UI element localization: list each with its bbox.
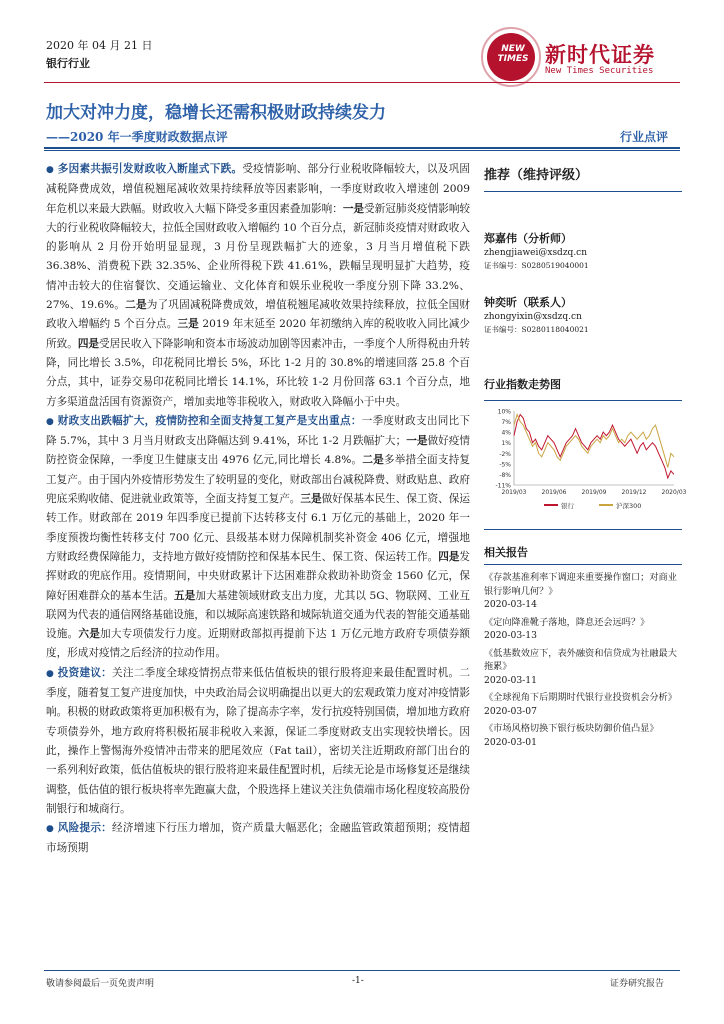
- related-report-title[interactable]: 《定向降准靴子落地，降息还会远吗？》: [484, 616, 650, 628]
- keyword: 三是: [300, 493, 322, 506]
- brand-logo-text: NEW TIMES: [497, 44, 529, 64]
- contact-name: 钟奕昕（联系人）: [484, 296, 572, 309]
- paragraph-text: 发挥财政的兜底作用。疫情期间，中央财政累计下达困难群众救助补助资金 1560 亿元，保障好困难群众的基本生活。: [46, 550, 470, 602]
- bullet-icon: ●: [46, 416, 55, 427]
- paragraph-risk: [46, 819, 470, 859]
- keyword: 四是: [438, 550, 460, 563]
- paragraph-revenue: [46, 160, 470, 412]
- related-report-item[interactable]: [484, 571, 682, 612]
- y-tick-label: 4%: [501, 429, 511, 437]
- keyword: 二是: [125, 299, 147, 312]
- report-type: 行业点评: [620, 130, 669, 144]
- keyword: 二是: [362, 454, 384, 467]
- related-report-title[interactable]: 《低基数效应下，表外融资和信贷成为社融最大拖累》: [484, 647, 677, 672]
- keyword: 四是: [77, 337, 100, 350]
- paragraph-text: 受居民收入下降影响和资本市场波动加剧等因素冲击，一季度个人所得税由升转降，同比增长 3.5%，印花税同比增长 5%，环比 1-2 月的 30.8%的增速回落 25.8 个百分点，其中，证券交易印花税同比增长 14.1%，环比较 1-2 月份回落 63.1 个百分点，地方多渠道盘活国有资源资产，增加卖地等非税收入，财政收入降幅小于中央。: [46, 337, 471, 408]
- x-tick-label: 2020/03: [661, 489, 687, 496]
- bullet-icon: ●: [46, 165, 55, 175]
- paragraph-text: 一季度财政支出同比下降 5.7%，其中 3 月当月财政支出降幅达到 9.41%，环比 1-2 月跌幅扩大；: [46, 414, 471, 448]
- y-tick-label: 1%: [501, 440, 511, 448]
- footer-divider: [44, 970, 680, 971]
- title-divider-thin: [44, 150, 680, 151]
- y-tick-label: -11%: [495, 482, 511, 490]
- paragraph-text: 2019 年末延至 2020 年初缴纳入库的税收收入同比减少所致。: [46, 318, 471, 350]
- rating: 推荐（维持评级）: [484, 168, 589, 183]
- related-report-item[interactable]: [484, 691, 682, 718]
- brand-name-cn: 新时代证券: [545, 43, 655, 67]
- sidebar-divider: [484, 400, 682, 401]
- related-report-date: 2020-03-11: [484, 674, 537, 686]
- bullet-icon: ●: [46, 668, 55, 679]
- sidebar-divider: [484, 191, 682, 192]
- paragraph-text: 做好保基本民生、保工资、保运转工作。财政部在 2019 年四季度已提前下达转移支付 6.1 万亿元的基础上，2020 年一季度预拨均衡性转移支付 700 亿元、县级基本财力保障机制奖补资金 406 亿元，增强地方财政经费保障能力，支持地方做好疫情防控和保基本民生、保工资、保运转工作。: [46, 493, 471, 563]
- paragraph-text: 为了巩固减税降费成效，增值税翘尾减收效果持续释放，拉低全国财政收入增幅约 5 个百分点。: [46, 299, 471, 331]
- related-reports-list: [484, 571, 682, 749]
- header-divider: [44, 82, 680, 83]
- paragraph-text: 经济增速下行压力增加，资产质量大幅恶化；金融监管政策超预期；疫情超市场预期: [46, 822, 471, 855]
- paragraph-lead: 多因素共振引发财政收入断崖式下跌。: [57, 163, 243, 175]
- paragraph-lead: 投资建议：: [57, 666, 113, 679]
- keyword: 一是: [406, 435, 428, 448]
- report-subtitle: ——2020 年一季度财政数据点评: [46, 130, 228, 144]
- x-tick-label: 2019/03: [501, 489, 527, 496]
- related-report-date: 2020-03-14: [484, 599, 537, 610]
- analyst-name: 郑嘉伟（分析师）: [484, 232, 572, 245]
- report-date: 2020 年 04 月 21 日: [46, 39, 153, 52]
- footer-disclaimer[interactable]: 敬请参阅最后一页免责声明: [46, 979, 155, 989]
- related-report-date: 2020-03-13: [484, 630, 537, 641]
- contact-email[interactable]: zhongyixin@xsdzq.cn: [484, 312, 582, 322]
- paragraph-text: 加大专项债发行力度。近期财政部拟再提前下达 1 万亿元地方政府专项债券额度，形成对疫情之后经济的拉动作用。: [46, 628, 471, 660]
- report-body: [46, 160, 470, 859]
- bullet-icon: ●: [46, 824, 55, 835]
- related-report-date: 2020-03-01: [484, 736, 537, 748]
- paragraph-lead: 风险提示：: [57, 822, 113, 835]
- series-line-bank: [514, 415, 674, 479]
- keyword: 五是: [174, 589, 196, 602]
- brand-name-en: New Times Securities: [545, 66, 654, 76]
- keyword: 六是: [78, 628, 101, 641]
- legend-label: 沪深300: [616, 502, 642, 510]
- paragraph-text: 加大基建领域财政支出力度，尤其以 5G、物联网、工业互联网为代表的通信网络基础设施，和以城际高速铁路和城际轨道交通为代表的智能交通基础设施。: [46, 589, 471, 641]
- related-report-item[interactable]: [484, 722, 682, 749]
- paragraph-expenditure: [46, 412, 470, 664]
- paragraph-lead: 财政支出跌幅扩大，疫情防控和全面支持复工复产是支出重点：: [57, 414, 362, 427]
- sidebar-divider: [484, 564, 682, 565]
- report-title: 加大对冲力度，稳增长还需积极财政持续发力: [46, 103, 386, 123]
- contact-cert: 证书编号：S0280118040021: [484, 325, 589, 334]
- x-tick-label: 2019/09: [581, 489, 607, 496]
- related-report-item[interactable]: [484, 616, 682, 643]
- related-report-date: 2020-03-07: [484, 705, 537, 717]
- page-number: -1-: [352, 976, 364, 986]
- related-reports-title: 相关报告: [484, 546, 528, 559]
- related-report-item[interactable]: [484, 647, 682, 688]
- y-tick-label: -5%: [499, 461, 511, 469]
- title-divider: [44, 147, 680, 149]
- keyword: 三是: [177, 318, 199, 331]
- paragraph-text: 受疫情影响、部分行业税收降幅较大，以及巩固减税降费成效，增值税翘尾减收效果持续释放等因素影响，一季度财政收入增速创 2009 年危机以来最大跌幅。财政收入大幅下降受多重因素叠加影响：: [46, 163, 471, 215]
- related-report-title[interactable]: 《存款基准利率下调迎来重要操作窗口；对商业银行影响几何？》: [484, 572, 677, 597]
- paragraph-text: 做好疫情防控资金保障，一季度卫生健康支出 4976 亿元,同比增长 4.8%。: [46, 435, 471, 467]
- analyst-cert: 证书编号：S0280519040001: [484, 261, 589, 270]
- keyword: 一是: [342, 202, 365, 215]
- x-tick-label: 2019/06: [541, 489, 567, 496]
- chart-title: 行业指数走势图: [484, 378, 561, 391]
- paragraph-text: 受新冠肺炎疫情影响较大的行业税收降幅较大，拉低全国财政收入增幅约 10 个百分点，新冠肺炎疫情对财政收入的影响从 2 月份开始明显显现，3 月份呈现跌幅扩大的迹象，3 月当月增值税下跌 36.38%、消费税下跌 32.35%、企业所得税下跌 41.61%，跌幅呈现明显扩大趋势，疫情冲击较大的住宿餐饮、交通运输业、文化体育和娱乐业税收一季度分别下降 33.2%、27%、19.6%。: [46, 202, 471, 312]
- x-tick-label: 2019/12: [621, 489, 647, 496]
- sidebar-divider: [484, 529, 682, 530]
- y-tick-label: -2%: [499, 450, 511, 458]
- paragraph-text: 关注二季度全球疫情拐点带来低估值板块的银行股将迎来最佳配置时机。二季度，随着复工复产进度加快，中央政治局会议明确提出以更大的宏观政策力度对冲疫情影响。积极的财政政策将更加积极有为，除了提高赤字率，发行抗疫特别国债，增加地方政府专项债券外，地方政府将积极拓展非税收入来源，保证二季度财政支出实现较快增长。因此，操作上警惕海外疫情冲击带来的肥尾效应（Fat tail），密切关注近期政府部门出台的一系列利好政策，低估值板块的银行股将迎来最佳配置时机，后续无论是市场修复还是继续调整，低估值的银行板块将率先跑赢大盘，个股选择上建议关注负债端市场化程度较高股份制银行和城商行。: [46, 666, 471, 815]
- paragraph-investment: [46, 664, 470, 819]
- y-tick-label: -8%: [499, 471, 511, 479]
- paragraph-text: 多举措全面支持复工复产。由于国内外疫情形势发生了较明显的变化，财政部出台减税降费、财政贴息、政府兜底采购收储、促进就业政策等，全面支持复工复产。: [46, 454, 471, 506]
- related-report-title[interactable]: 《市场风格切换下银行板块防御价值凸显》: [484, 723, 659, 734]
- legend-label: 银行: [561, 502, 574, 510]
- related-report-title[interactable]: 《全球视角下后期期时代银行业投资机会分析》: [484, 692, 677, 703]
- y-tick-label: 7%: [501, 419, 511, 427]
- y-tick-label: 10%: [497, 408, 511, 416]
- index-trend-chart: [484, 407, 687, 519]
- footer-report-label: 证券研究报告: [610, 979, 665, 989]
- sector-label: 银行行业: [46, 57, 90, 70]
- sidebar: [484, 160, 687, 753]
- series-line-csi300: [514, 415, 674, 468]
- analyst-email[interactable]: zhengjiawei@xsdzq.cn: [484, 248, 588, 258]
